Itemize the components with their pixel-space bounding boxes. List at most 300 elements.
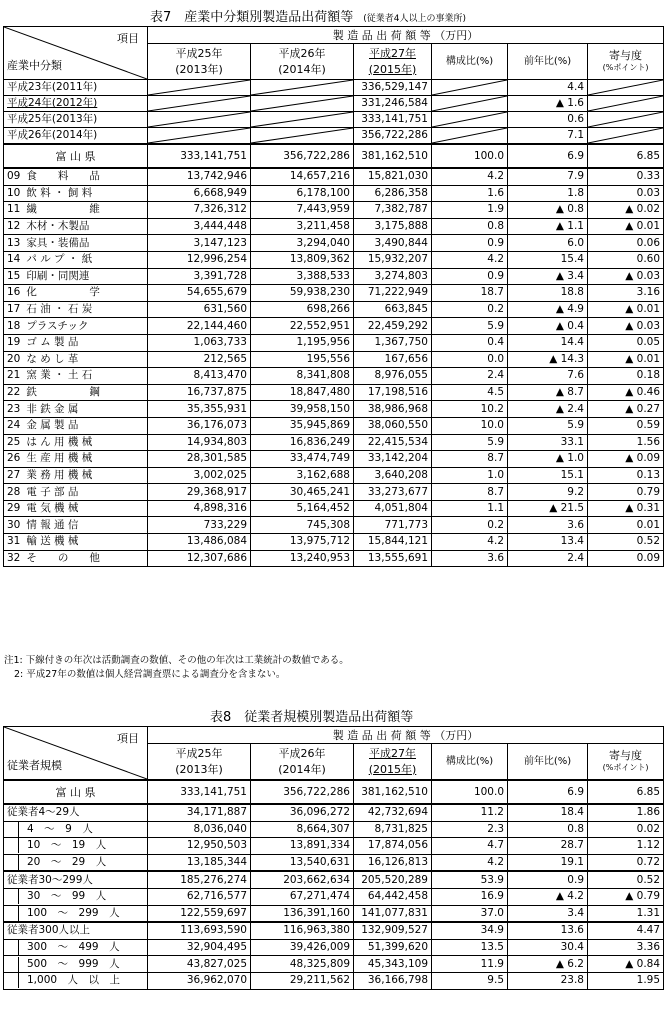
cell-r: 2.4: [432, 368, 508, 385]
cell-r: 0.8: [432, 218, 508, 235]
size-class-label: [4, 956, 148, 973]
industry-code: 16: [7, 286, 21, 299]
cell-y: ▲ 0.8: [508, 202, 588, 219]
industry-name: 窯 業 ・ 土 石: [26, 369, 93, 382]
cell-v1: 631,560: [148, 301, 251, 318]
cell-r: 37.0: [432, 905, 508, 922]
cell-c: 0.05: [588, 334, 664, 351]
size-group-label: 従業者4～29人: [4, 804, 148, 821]
industry-label: [4, 451, 148, 468]
cell-c: 1.95: [588, 972, 664, 989]
industry-name: プラスチック: [26, 319, 89, 332]
industry-code: 28: [7, 485, 21, 498]
cell-v1: 62,716,577: [148, 888, 251, 905]
blank-diagonal-line: [251, 80, 353, 95]
cell-c: 0.09: [588, 550, 664, 567]
industry-name: な め し 革: [26, 352, 79, 365]
cell-v2: 14,657,216: [251, 168, 354, 185]
cell-v3: 141,077,831: [354, 905, 432, 922]
cell-y: 1.8: [508, 185, 588, 202]
cell-v2: 136,391,160: [251, 905, 354, 922]
cell-c: 6.85: [588, 780, 664, 804]
cell-r: 18.7: [432, 285, 508, 302]
cell-v1: 3,147,123: [148, 235, 251, 252]
cell-v2: 13,540,631: [251, 854, 354, 871]
header-contrib: [588, 744, 664, 780]
cell-r: 3.6: [432, 550, 508, 567]
cell-v2: 13,809,362: [251, 251, 354, 268]
cell-v3: 33,273,677: [354, 484, 432, 501]
industry-name: は ん 用 機 械: [26, 435, 93, 448]
cell-v2: 67,271,474: [251, 888, 354, 905]
industry-name: 鉄 鋼: [26, 386, 100, 399]
cell-y: 33.1: [508, 434, 588, 451]
cell-v3: 17,198,516: [354, 384, 432, 401]
header-year-label: 平成25年: [175, 46, 223, 60]
cell-c: ▲ 0.01: [588, 218, 664, 235]
blank-diagonal-line: [432, 80, 507, 95]
industry-label: [4, 185, 148, 202]
history-row: [4, 96, 664, 112]
header-row-label: 産業中分類: [7, 59, 62, 72]
industry-label: [4, 268, 148, 285]
cell-r: 5.9: [432, 434, 508, 451]
history-blank-2013: [148, 128, 251, 145]
industry-label: [4, 417, 148, 434]
size-class-label: [4, 838, 148, 855]
cell-v1: 43,827,025: [148, 956, 251, 973]
header-year-western: (2015年): [368, 62, 417, 76]
industry-row: [4, 301, 664, 318]
cell-y: 19.1: [508, 854, 588, 871]
cell-v2: 48,325,809: [251, 956, 354, 973]
history-blank-2014: [251, 80, 354, 96]
cell-y: ▲ 0.4: [508, 318, 588, 335]
cell-y: 15.1: [508, 467, 588, 484]
cell-r: 5.9: [432, 318, 508, 335]
history-blank-2013: [148, 96, 251, 112]
industry-name: 電 子 部 品: [26, 485, 79, 498]
industry-row: [4, 368, 664, 385]
cell-c: ▲ 0.03: [588, 268, 664, 285]
cell-r: 4.2: [432, 534, 508, 551]
blank-diagonal-line: [588, 128, 663, 143]
industry-code: 20: [7, 352, 21, 365]
cell-y: ▲ 2.4: [508, 401, 588, 418]
industry-row: [4, 401, 664, 418]
cell-r: 1.6: [432, 185, 508, 202]
cell-v2: 59,938,230: [251, 285, 354, 302]
cell-v2: 195,556: [251, 351, 354, 368]
cell-y: 7.6: [508, 368, 588, 385]
industry-name: 輸 送 機 械: [26, 535, 79, 548]
cell-y: 18.4: [508, 804, 588, 821]
industry-code: 13: [7, 236, 21, 249]
cell-v2: 39,958,150: [251, 401, 354, 418]
header-corner: [4, 727, 148, 781]
cell-c: 0.79: [588, 484, 664, 501]
header-contrib: [588, 44, 664, 80]
cell-c: ▲ 0.79: [588, 888, 664, 905]
cell-c: 6.85: [588, 144, 664, 168]
cell-v3: 17,874,056: [354, 838, 432, 855]
size-class-row: [4, 838, 664, 855]
cell-v3: 167,656: [354, 351, 432, 368]
industry-name: 家具・装備品: [26, 236, 90, 249]
cell-v1: 212,565: [148, 351, 251, 368]
cell-v1: 333,141,751: [148, 144, 251, 168]
header-contrib-label: 寄与度: [609, 48, 643, 62]
cell-v3: 15,932,207: [354, 251, 432, 268]
cell-y: 14.4: [508, 334, 588, 351]
cell-y: 5.9: [508, 417, 588, 434]
cell-r: 0.4: [432, 334, 508, 351]
total-row: [4, 780, 664, 804]
cell-v3: 663,845: [354, 301, 432, 318]
size-group-row: [4, 871, 664, 888]
cell-y: ▲ 4.9: [508, 301, 588, 318]
size-class-label: [4, 821, 148, 838]
industry-label: [4, 517, 148, 534]
cell-v1: 8,413,470: [148, 368, 251, 385]
industry-label: [4, 285, 148, 302]
cell-v3: 132,909,527: [354, 922, 432, 939]
cell-y: 3.6: [508, 517, 588, 534]
cell-v1: 3,391,728: [148, 268, 251, 285]
header-year-2: [251, 744, 354, 780]
cell-v2: 116,963,380: [251, 922, 354, 939]
cell-c: 1.12: [588, 838, 664, 855]
industry-row: [4, 500, 664, 517]
cell-y: 7.9: [508, 168, 588, 185]
size-class-text: 10 ～ 19 人: [18, 838, 144, 853]
cell-y: 0.9: [508, 871, 588, 888]
cell-c: 0.02: [588, 821, 664, 838]
cell-v3: 16,126,813: [354, 854, 432, 871]
header-year-3: [354, 744, 432, 780]
industry-code: 14: [7, 253, 21, 266]
industry-code: 24: [7, 419, 21, 432]
table7-note1: 注1: 下線付きの年次は活動調査の数値、その他の年次は工業統計の数値である。: [4, 655, 349, 666]
cell-c: ▲ 0.02: [588, 202, 664, 219]
header-ratio: 構成比(%): [432, 744, 508, 780]
cell-v2: 356,722,286: [251, 144, 354, 168]
cell-v2: 3,162,688: [251, 467, 354, 484]
size-class-row: [4, 956, 664, 973]
cell-v2: 16,836,249: [251, 434, 354, 451]
blank-diagonal-line: [148, 80, 250, 95]
history-value: 336,529,147: [354, 80, 432, 96]
history-year-label: 平成26年(2014年): [4, 128, 148, 145]
cell-v3: 205,520,289: [354, 871, 432, 888]
industry-row: [4, 417, 664, 434]
cell-r: 9.5: [432, 972, 508, 989]
header-year-western: (2014年): [278, 762, 326, 776]
cell-r: 10.0: [432, 417, 508, 434]
history-value: 333,141,751: [354, 112, 432, 128]
industry-code: 18: [7, 319, 21, 332]
cell-v2: 203,662,634: [251, 871, 354, 888]
history-blank-ratio: [432, 96, 508, 112]
header-yoy: 前年比(%): [508, 44, 588, 80]
industry-name: パ ル プ ・ 紙: [26, 253, 93, 266]
industry-label: [4, 301, 148, 318]
cell-r: 100.0: [432, 144, 508, 168]
cell-c: ▲ 0.09: [588, 451, 664, 468]
cell-r: 1.0: [432, 467, 508, 484]
cell-v3: 8,731,825: [354, 821, 432, 838]
header-year-western: (2013年): [175, 62, 223, 76]
industry-row: [4, 318, 664, 335]
cell-v2: 5,164,452: [251, 500, 354, 517]
cell-v3: 36,166,798: [354, 972, 432, 989]
cell-v1: 3,002,025: [148, 467, 251, 484]
cell-v1: 13,185,344: [148, 854, 251, 871]
cell-c: 0.06: [588, 235, 664, 252]
total-label: 富 山 県: [4, 780, 148, 804]
cell-c: 0.33: [588, 168, 664, 185]
history-row: [4, 112, 664, 128]
cell-v2: 7,443,959: [251, 202, 354, 219]
cell-v3: 3,175,888: [354, 218, 432, 235]
industry-code: 26: [7, 452, 21, 465]
cell-v2: 13,240,953: [251, 550, 354, 567]
industry-name: 印刷・同関連: [26, 269, 90, 282]
cell-v2: 3,388,533: [251, 268, 354, 285]
header-row-label: 従業者規模: [7, 759, 62, 772]
cell-v3: 7,382,787: [354, 202, 432, 219]
blank-diagonal-line: [588, 112, 663, 127]
cell-y: 30.4: [508, 939, 588, 956]
cell-v3: 381,162,510: [354, 144, 432, 168]
industry-code: 17: [7, 303, 21, 316]
industry-code: 19: [7, 336, 21, 349]
cell-c: 0.18: [588, 368, 664, 385]
cell-v3: 3,274,803: [354, 268, 432, 285]
cell-y: 0.8: [508, 821, 588, 838]
cell-v1: 36,176,073: [148, 417, 251, 434]
cell-v1: 28,301,585: [148, 451, 251, 468]
industry-label: [4, 384, 148, 401]
cell-y: 28.7: [508, 838, 588, 855]
cell-v1: 13,742,946: [148, 168, 251, 185]
cell-r: 0.2: [432, 301, 508, 318]
industry-name: 電 気 機 械: [26, 502, 79, 515]
cell-y: 6.9: [508, 780, 588, 804]
cell-v1: 4,898,316: [148, 500, 251, 517]
header-year-2: [251, 44, 354, 80]
history-row: [4, 128, 664, 145]
cell-r: 11.2: [432, 804, 508, 821]
cell-v2: 1,195,956: [251, 334, 354, 351]
industry-row: [4, 285, 664, 302]
history-year-label: 平成23年(2011年): [4, 80, 148, 96]
size-class-row: [4, 905, 664, 922]
cell-v3: 33,142,204: [354, 451, 432, 468]
size-group-row: [4, 804, 664, 821]
cell-r: 1.1: [432, 500, 508, 517]
industry-code: 30: [7, 518, 21, 531]
industry-row: [4, 484, 664, 501]
cell-v1: 333,141,751: [148, 780, 251, 804]
cell-v3: 15,821,030: [354, 168, 432, 185]
industry-row: [4, 168, 664, 185]
size-class-row: [4, 821, 664, 838]
blank-diagonal-line: [148, 128, 250, 143]
size-class-row: [4, 939, 664, 956]
header-year-western: (2015年): [368, 762, 417, 776]
blank-diagonal-line: [588, 96, 663, 111]
blank-diagonal-line: [432, 96, 507, 111]
cell-v3: 8,976,055: [354, 368, 432, 385]
cell-v2: 30,465,241: [251, 484, 354, 501]
industry-row: [4, 467, 664, 484]
history-value: 356,722,286: [354, 128, 432, 145]
industry-name: 業 務 用 機 械: [26, 468, 93, 481]
industry-code: 22: [7, 386, 21, 399]
header-item-label: 項目: [117, 32, 139, 45]
cell-v3: 771,773: [354, 517, 432, 534]
industry-name: 繊 維: [26, 203, 100, 216]
cell-r: 1.9: [432, 202, 508, 219]
history-yoy: ▲ 1.6: [508, 96, 588, 112]
industry-label: [4, 368, 148, 385]
industry-name: 非 鉄 金 属: [26, 402, 79, 415]
cell-y: 2.4: [508, 550, 588, 567]
blank-diagonal-line: [251, 112, 353, 127]
cell-v3: 1,367,750: [354, 334, 432, 351]
cell-y: 3.4: [508, 905, 588, 922]
cell-y: ▲ 6.2: [508, 956, 588, 973]
cell-v1: 32,904,495: [148, 939, 251, 956]
industry-code: 27: [7, 468, 21, 481]
cell-v2: 6,178,100: [251, 185, 354, 202]
industry-code: 31: [7, 535, 21, 548]
industry-row: [4, 268, 664, 285]
header-year-label: 平成26年: [278, 46, 326, 60]
cell-y: ▲ 3.4: [508, 268, 588, 285]
cell-r: 11.9: [432, 956, 508, 973]
cell-v1: 7,326,312: [148, 202, 251, 219]
industry-row: [4, 218, 664, 235]
header-yoy: 前年比(%): [508, 744, 588, 780]
header-contrib-unit: (%ポイント): [602, 62, 649, 72]
cell-v1: 733,229: [148, 517, 251, 534]
blank-diagonal-line: [588, 80, 663, 95]
cell-c: 0.59: [588, 417, 664, 434]
header-item-label: 項目: [117, 732, 139, 745]
cell-v1: 54,655,679: [148, 285, 251, 302]
cell-c: 4.47: [588, 922, 664, 939]
cell-v3: 3,490,844: [354, 235, 432, 252]
header-year-label: 平成26年: [278, 746, 326, 760]
table8-title: 表8 従業者規模別製造品出荷額等: [210, 710, 414, 725]
industry-code: 29: [7, 502, 21, 515]
cell-y: ▲ 8.7: [508, 384, 588, 401]
cell-c: 1.31: [588, 905, 664, 922]
cell-r: 100.0: [432, 780, 508, 804]
cell-y: 9.2: [508, 484, 588, 501]
cell-c: 1.56: [588, 434, 664, 451]
blank-diagonal-line: [251, 128, 353, 143]
cell-c: ▲ 0.46: [588, 384, 664, 401]
industry-name: 情 報 通 信: [26, 518, 79, 531]
industry-row: [4, 202, 664, 219]
industry-label: [4, 484, 148, 501]
history-year-label: 平成24年(2012年): [4, 96, 148, 112]
cell-r: 0.2: [432, 517, 508, 534]
table7-note2: 2: 平成27年の数値は個人経営調査票による調査分を含まない。: [14, 669, 286, 680]
history-year-label: 平成25年(2013年): [4, 112, 148, 128]
cell-y: ▲ 1.0: [508, 451, 588, 468]
industry-label: [4, 202, 148, 219]
blank-diagonal-line: [251, 96, 353, 111]
cell-c: ▲ 0.01: [588, 351, 664, 368]
industry-label: [4, 218, 148, 235]
cell-v2: 18,847,480: [251, 384, 354, 401]
header-corner: [4, 27, 148, 80]
cell-y: ▲ 21.5: [508, 500, 588, 517]
history-blank-contrib: [588, 112, 664, 128]
cell-c: 1.86: [588, 804, 664, 821]
header-main: 製 造 品 出 荷 額 等 （万円）: [148, 27, 664, 44]
cell-v3: 22,415,534: [354, 434, 432, 451]
header-year-label: 平成27年: [369, 746, 416, 760]
industry-code: 23: [7, 402, 21, 415]
cell-r: 13.5: [432, 939, 508, 956]
size-group-row: [4, 922, 664, 939]
industry-row: [4, 251, 664, 268]
cell-r: 10.2: [432, 401, 508, 418]
table8: [3, 726, 664, 990]
cell-v3: 4,051,804: [354, 500, 432, 517]
size-group-label: 従業者30～299人: [4, 871, 148, 888]
cell-v1: 14,934,803: [148, 434, 251, 451]
cell-y: ▲ 4.2: [508, 888, 588, 905]
industry-row: [4, 235, 664, 252]
cell-c: 0.52: [588, 871, 664, 888]
industry-label: [4, 434, 148, 451]
cell-v3: 15,844,121: [354, 534, 432, 551]
cell-v1: 1,063,733: [148, 334, 251, 351]
industry-row: [4, 451, 664, 468]
size-class-row: [4, 972, 664, 989]
cell-v3: 45,343,109: [354, 956, 432, 973]
size-class-text: 30 ～ 99 人: [18, 889, 144, 904]
history-row: [4, 80, 664, 96]
industry-code: 25: [7, 435, 21, 448]
industry-row: [4, 384, 664, 401]
blank-diagonal-line: [148, 96, 250, 111]
header-contrib-unit: (%ポイント): [602, 762, 649, 772]
cell-v2: 3,294,040: [251, 235, 354, 252]
cell-v2: 39,426,009: [251, 939, 354, 956]
header-contrib-label: 寄与度: [609, 748, 643, 762]
table7-title: [150, 6, 466, 25]
history-blank-contrib: [588, 128, 664, 145]
cell-v1: 13,486,084: [148, 534, 251, 551]
cell-v1: 6,668,949: [148, 185, 251, 202]
cell-v2: 3,211,458: [251, 218, 354, 235]
cell-c: 0.72: [588, 854, 664, 871]
cell-c: ▲ 0.27: [588, 401, 664, 418]
cell-y: 13.4: [508, 534, 588, 551]
history-blank-contrib: [588, 96, 664, 112]
cell-v1: 22,144,460: [148, 318, 251, 335]
cell-v1: 113,693,590: [148, 922, 251, 939]
cell-v1: 36,962,070: [148, 972, 251, 989]
cell-c: 0.03: [588, 185, 664, 202]
